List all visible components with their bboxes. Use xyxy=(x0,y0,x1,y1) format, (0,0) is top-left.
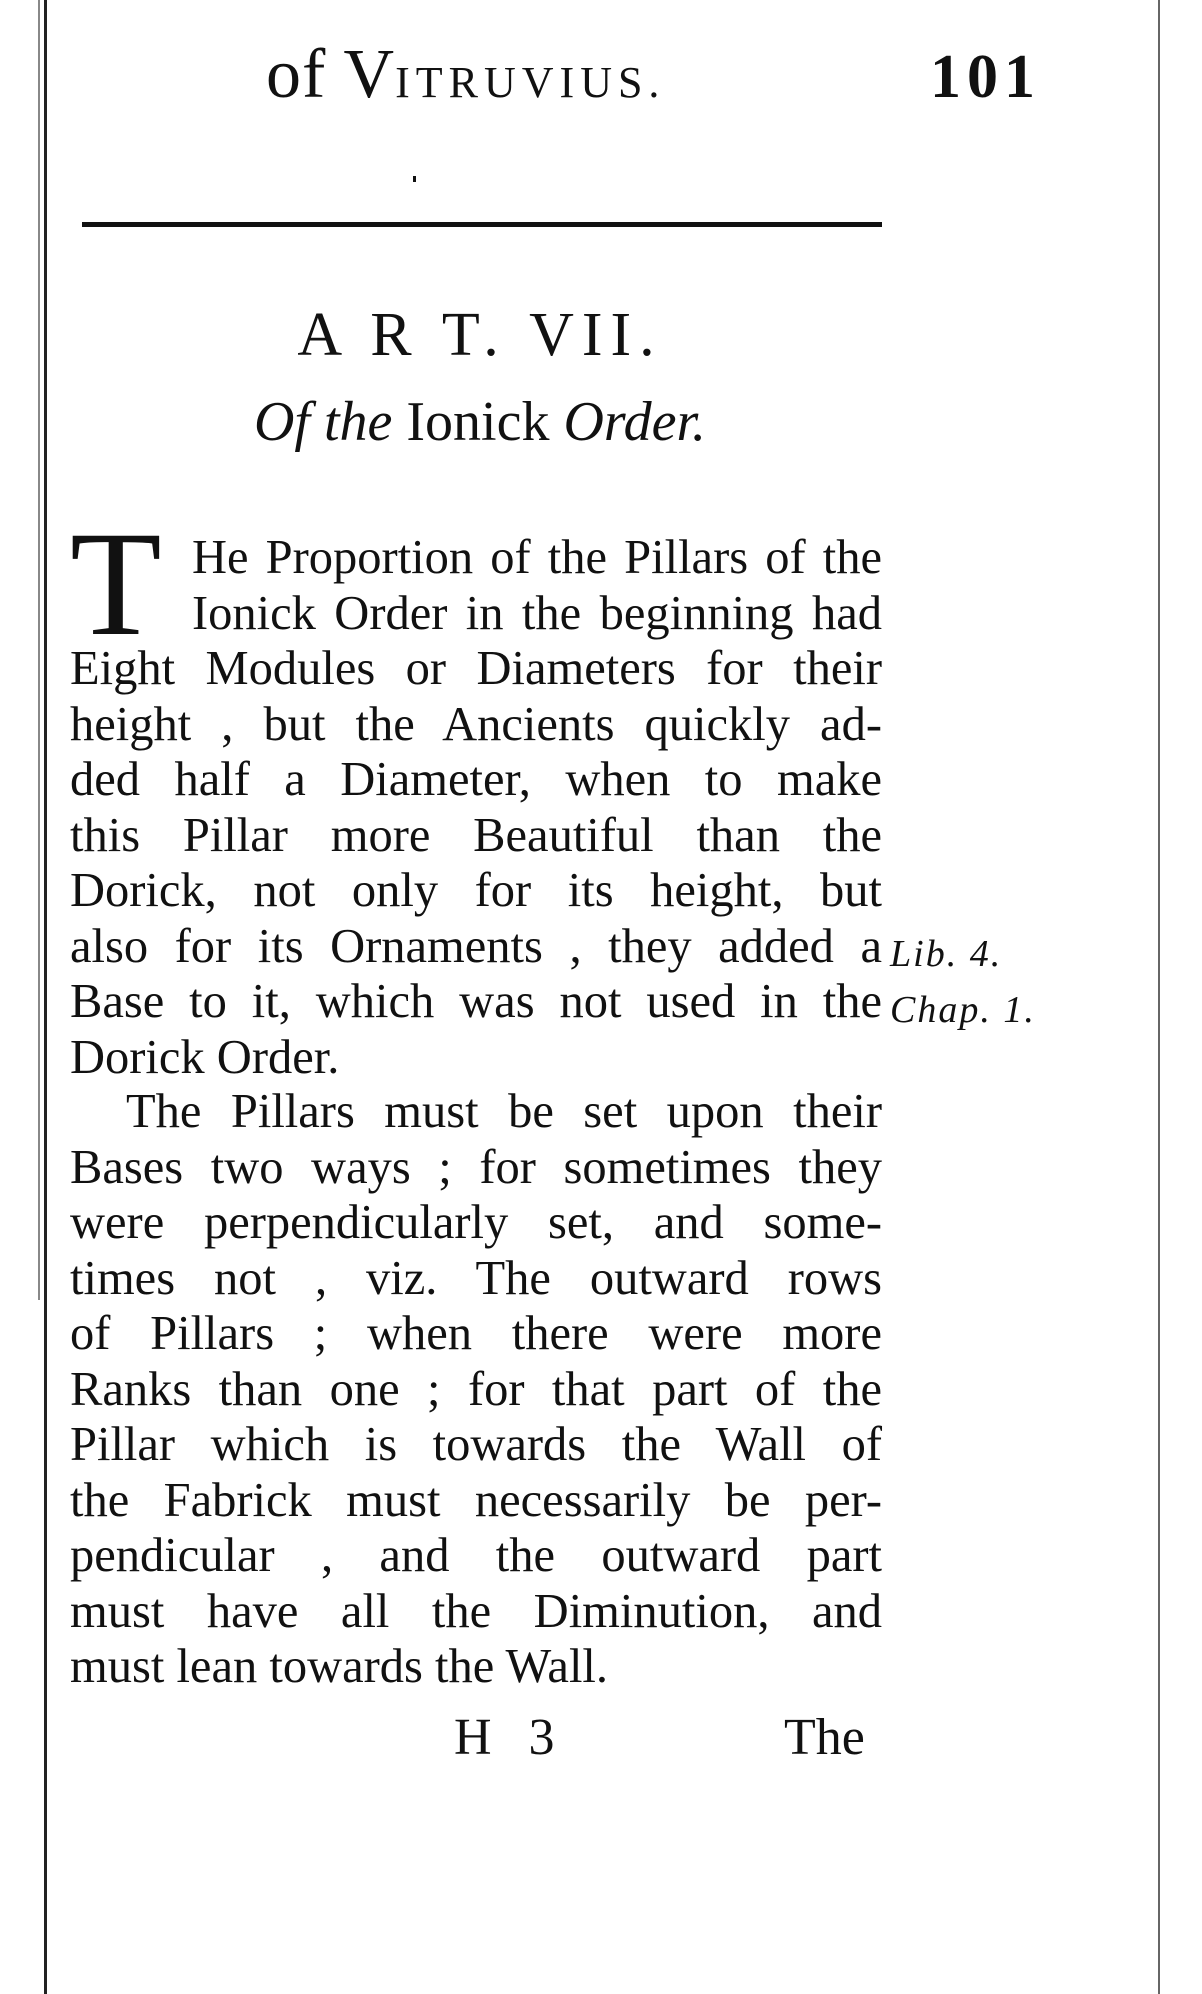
page-right-edge xyxy=(1158,0,1160,1994)
margin-note-lib: Lib. 4. xyxy=(890,933,1003,975)
subtitle-italic-1: Of the xyxy=(253,391,393,453)
subtitle-roman: Ionick xyxy=(406,391,550,453)
paragraph-1-line: this Pillar more Beautiful than the xyxy=(70,808,882,862)
margin-note-chap: Chap. 1. xyxy=(890,989,1036,1031)
paragraph-1-line: also for its Ornaments , they added a xyxy=(70,919,882,973)
page-number: 101 xyxy=(930,43,1041,111)
header-rule xyxy=(82,222,882,227)
drop-cap: T xyxy=(70,501,162,667)
running-head xyxy=(266,35,665,115)
catchword: The xyxy=(784,1709,865,1766)
paragraph-1 xyxy=(70,530,882,1085)
signature-mark: H 3 xyxy=(454,1709,567,1766)
paragraph-2-line: the Fabrick must necessarily be per- xyxy=(70,1473,882,1527)
paragraph-1-line: height , but the Ancients quickly ad- xyxy=(70,697,882,751)
paragraph-2-line: were perpendicularly set, and some- xyxy=(70,1196,882,1249)
paragraph-1-line: Base to it, which was not used in the xyxy=(70,975,882,1028)
paragraph-1-line: Ionick Order in the beginning had xyxy=(192,586,882,640)
running-head-prefix: of V xyxy=(266,36,396,113)
page-gutter-shadow xyxy=(38,0,40,1300)
paragraph-2-line: times not , viz. The outward rows xyxy=(70,1251,882,1305)
paragraph-2-line: must have all the Diminution, and xyxy=(70,1584,882,1638)
paragraph-1-line: Eight Modules or Diameters for their xyxy=(70,642,882,695)
paragraph-1-line: He Proportion of the Pillars of the xyxy=(192,531,882,584)
paragraph-1-line: ded half a Diameter, when to make xyxy=(70,753,882,806)
paragraph-2 xyxy=(70,1084,882,1695)
article-subtitle xyxy=(0,390,960,454)
paragraph-2-line: Ranks than one ; for that part of the xyxy=(70,1362,882,1416)
paragraph-1-line: Dorick Order. xyxy=(70,1030,340,1084)
paragraph-2-line: Pillar which is towards the Wall of xyxy=(70,1418,882,1471)
ink-speck xyxy=(413,176,416,182)
running-head-rest: ITRUVIUS. xyxy=(395,58,666,107)
paragraph-2-line: Bases two ways ; for sometimes they xyxy=(70,1140,882,1194)
paragraph-2-line: pendicular , and the outward part xyxy=(70,1529,882,1582)
paragraph-2-line: of Pillars ; when there were more xyxy=(70,1307,882,1360)
subtitle-italic-2: Order. xyxy=(563,391,707,453)
article-heading: A R T. VII. xyxy=(297,301,663,369)
paragraph-2-line: The Pillars must be set upon their xyxy=(126,1085,882,1138)
paragraph-1-line: Dorick, not only for its height, but xyxy=(70,864,882,917)
paragraph-2-line: must lean towards the Wall. xyxy=(70,1640,609,1693)
